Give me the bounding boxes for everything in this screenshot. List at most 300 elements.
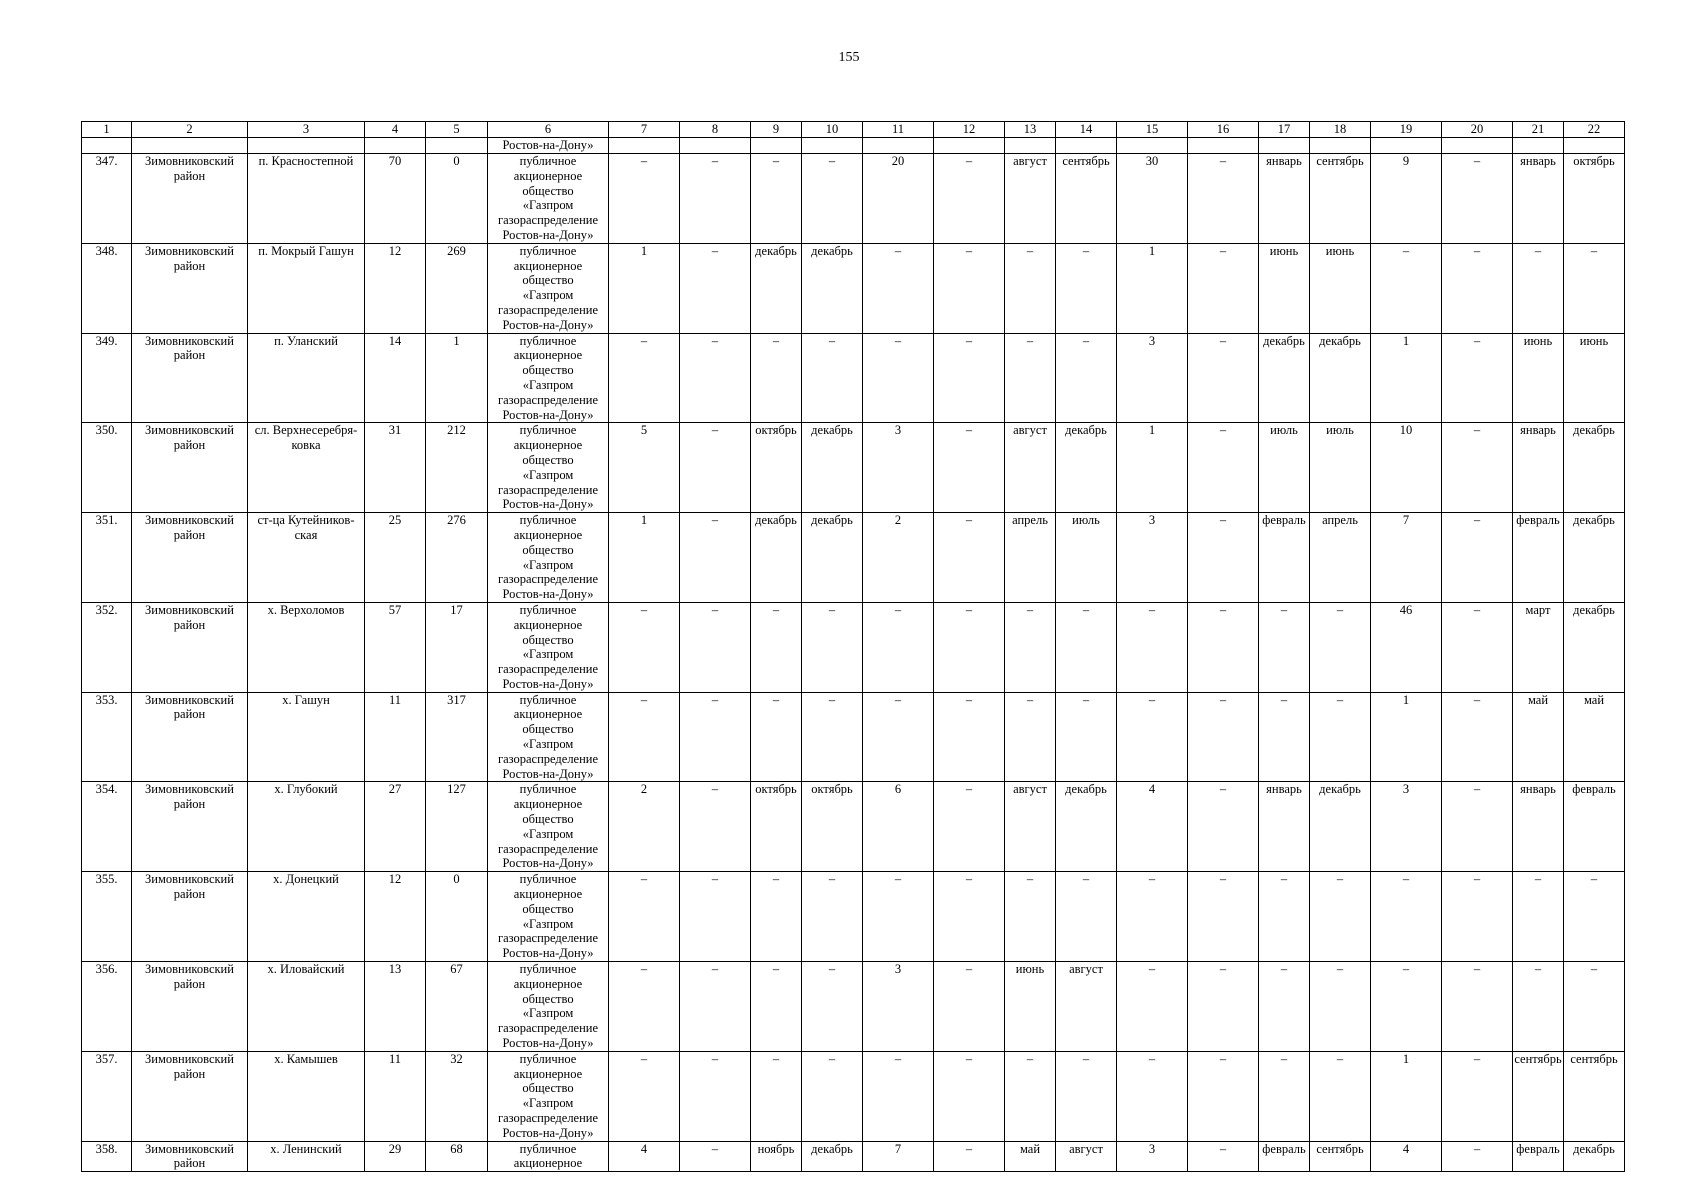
organization-cell bbox=[488, 1141, 609, 1172]
district-cell bbox=[132, 423, 248, 513]
organization-line: акционерное bbox=[513, 438, 583, 453]
cell-col-22: декабрь bbox=[1564, 513, 1625, 603]
organization-line: акционерное bbox=[513, 707, 583, 722]
cell-col-18: – bbox=[1310, 692, 1371, 782]
cell-col-12: – bbox=[934, 962, 1005, 1052]
cell-col-12: – bbox=[934, 513, 1005, 603]
row-number: 352. bbox=[82, 602, 132, 692]
continuation-cell-12 bbox=[934, 138, 1005, 154]
district-cell bbox=[132, 243, 248, 333]
column-number-9: 9 bbox=[751, 122, 802, 138]
organization-cell bbox=[488, 602, 609, 692]
organization-line: акционерное bbox=[513, 1156, 583, 1171]
district-name: Зимовниковский bbox=[145, 243, 234, 258]
cell-col-10: декабрь bbox=[802, 423, 863, 513]
cell-col-17: декабрь bbox=[1259, 333, 1310, 423]
organization-line: акционерное bbox=[513, 527, 583, 542]
row-number: 354. bbox=[82, 782, 132, 872]
column-number-7: 7 bbox=[609, 122, 680, 138]
cell-col-17: – bbox=[1259, 1051, 1310, 1141]
cell-col-19: – bbox=[1371, 243, 1442, 333]
continuation-row bbox=[82, 138, 1625, 154]
cell-col-9: – bbox=[751, 602, 802, 692]
organization-line: газораспределение bbox=[497, 572, 599, 587]
cell-col-15: – bbox=[1117, 692, 1188, 782]
continuation-cell-4 bbox=[365, 138, 426, 154]
cell-col-18: апрель bbox=[1310, 513, 1371, 603]
column-number-10: 10 bbox=[802, 122, 863, 138]
continuation-cell-11 bbox=[863, 138, 934, 154]
cell-col-8: – bbox=[680, 872, 751, 962]
cell-col-16: – bbox=[1188, 1051, 1259, 1141]
district-suffix: район bbox=[173, 527, 206, 542]
cell-col-19: 4 bbox=[1371, 1141, 1442, 1172]
cell-col-5: 317 bbox=[426, 692, 488, 782]
cell-col-19: 7 bbox=[1371, 513, 1442, 603]
column-number-14: 14 bbox=[1056, 122, 1117, 138]
continuation-cell-19 bbox=[1371, 138, 1442, 154]
cell-col-19: 3 bbox=[1371, 782, 1442, 872]
cell-col-16: – bbox=[1188, 602, 1259, 692]
organization-line: публичное bbox=[519, 423, 577, 438]
cell-col-19: – bbox=[1371, 872, 1442, 962]
cell-col-21: февраль bbox=[1513, 1141, 1564, 1172]
cell-col-10: октябрь bbox=[802, 782, 863, 872]
cell-col-4: 29 bbox=[365, 1141, 426, 1172]
cell-col-5: 276 bbox=[426, 513, 488, 603]
cell-col-12: – bbox=[934, 1051, 1005, 1141]
district-suffix: район bbox=[173, 797, 206, 812]
district-name: Зимовниковский bbox=[145, 154, 234, 168]
cell-col-4: 25 bbox=[365, 513, 426, 603]
cell-col-16: – bbox=[1188, 782, 1259, 872]
cell-col-14: – bbox=[1056, 692, 1117, 782]
cell-col-14: – bbox=[1056, 602, 1117, 692]
organization-line: публичное bbox=[519, 962, 577, 977]
cell-col-16: – bbox=[1188, 423, 1259, 513]
cell-col-21: – bbox=[1513, 243, 1564, 333]
cell-col-18: – bbox=[1310, 1051, 1371, 1141]
cell-col-22: февраль bbox=[1564, 782, 1625, 872]
organization-cell bbox=[488, 872, 609, 962]
cell-col-15: 3 bbox=[1117, 513, 1188, 603]
table-row bbox=[82, 692, 1625, 782]
cell-col-20: – bbox=[1442, 1051, 1513, 1141]
cell-col-11: 20 bbox=[863, 154, 934, 244]
organization-line: акционерное bbox=[513, 258, 583, 273]
cell-col-20: – bbox=[1442, 513, 1513, 603]
district-suffix: район bbox=[173, 707, 206, 722]
locality-cell: х. Иловайский bbox=[248, 962, 365, 1052]
organization-cell bbox=[488, 333, 609, 423]
cell-col-18: июнь bbox=[1310, 243, 1371, 333]
page-number: 155 bbox=[838, 50, 860, 65]
continuation-cell-18 bbox=[1310, 138, 1371, 154]
cell-col-5: 269 bbox=[426, 243, 488, 333]
organization-line: газораспределение bbox=[497, 662, 599, 677]
cell-col-7: – bbox=[609, 602, 680, 692]
cell-col-16: – bbox=[1188, 1141, 1259, 1172]
organization-line: общество bbox=[522, 901, 574, 916]
row-number: 357. bbox=[82, 1051, 132, 1141]
district-suffix: район bbox=[173, 1156, 206, 1171]
organization-line: газораспределение bbox=[497, 931, 599, 946]
cell-col-17: июль bbox=[1259, 423, 1310, 513]
organization-line: газораспределение bbox=[497, 751, 599, 766]
cell-col-11: 2 bbox=[863, 513, 934, 603]
cell-col-17: февраль bbox=[1259, 513, 1310, 603]
locality-cell: ст-ца Кутейников-ская bbox=[248, 513, 365, 603]
cell-col-22: декабрь bbox=[1564, 423, 1625, 513]
organization-cell bbox=[488, 154, 609, 244]
cell-col-13: – bbox=[1005, 872, 1056, 962]
district-name: Зимовниковский bbox=[145, 602, 234, 617]
cell-col-21: июнь bbox=[1513, 333, 1564, 423]
cell-col-4: 70 bbox=[365, 154, 426, 244]
cell-col-5: 17 bbox=[426, 602, 488, 692]
cell-col-12: – bbox=[934, 872, 1005, 962]
cell-col-7: 1 bbox=[609, 243, 680, 333]
table-row bbox=[82, 333, 1625, 423]
cell-col-14: – bbox=[1056, 333, 1117, 423]
cell-col-20: – bbox=[1442, 423, 1513, 513]
cell-col-18: декабрь bbox=[1310, 782, 1371, 872]
cell-col-22: – bbox=[1564, 872, 1625, 962]
table-row bbox=[82, 423, 1625, 513]
organization-cell bbox=[488, 782, 609, 872]
cell-col-15: 3 bbox=[1117, 333, 1188, 423]
cell-col-4: 12 bbox=[365, 243, 426, 333]
district-name: Зимовниковский bbox=[145, 1051, 234, 1066]
column-number-22: 22 bbox=[1564, 122, 1625, 138]
organization-line: публичное bbox=[519, 1141, 577, 1156]
cell-col-9: – bbox=[751, 1051, 802, 1141]
cell-col-20: – bbox=[1442, 692, 1513, 782]
continuation-cell-17 bbox=[1259, 138, 1310, 154]
cell-col-5: 32 bbox=[426, 1051, 488, 1141]
cell-col-15: – bbox=[1117, 962, 1188, 1052]
continuation-cell-22 bbox=[1564, 138, 1625, 154]
continuation-cell-15 bbox=[1117, 138, 1188, 154]
organization-line: общество bbox=[522, 542, 574, 557]
cell-col-5: 0 bbox=[426, 872, 488, 962]
cell-col-9: ноябрь bbox=[751, 1141, 802, 1172]
cell-col-7: 4 bbox=[609, 1141, 680, 1172]
cell-col-12: – bbox=[934, 602, 1005, 692]
table-row bbox=[82, 1141, 1625, 1172]
cell-col-7: 1 bbox=[609, 513, 680, 603]
cell-col-11: – bbox=[863, 243, 934, 333]
cell-col-10: – bbox=[802, 692, 863, 782]
organization-cell bbox=[488, 423, 609, 513]
column-number-15: 15 bbox=[1117, 122, 1188, 138]
column-number-11: 11 bbox=[863, 122, 934, 138]
district-cell bbox=[132, 513, 248, 603]
cell-col-11: – bbox=[863, 692, 934, 782]
cell-col-12: – bbox=[934, 333, 1005, 423]
district-cell bbox=[132, 872, 248, 962]
locality-cell: п. Красностепной bbox=[248, 154, 365, 244]
organization-line: публичное bbox=[519, 513, 577, 528]
column-number-2: 2 bbox=[132, 122, 248, 138]
cell-col-10: декабрь bbox=[802, 1141, 863, 1172]
cell-col-19: 1 bbox=[1371, 692, 1442, 782]
column-number-21: 21 bbox=[1513, 122, 1564, 138]
cell-col-8: – bbox=[680, 692, 751, 782]
cell-col-15: – bbox=[1117, 602, 1188, 692]
organization-line: публичное bbox=[519, 692, 577, 707]
organization-line: «Газпром bbox=[522, 647, 574, 662]
district-name: Зимовниковский bbox=[145, 423, 234, 438]
district-suffix: район bbox=[173, 976, 206, 991]
organization-line: Ростов-на-Дону» bbox=[502, 587, 594, 602]
cell-col-16: – bbox=[1188, 962, 1259, 1052]
row-number: 348. bbox=[82, 243, 132, 333]
continuation-cell-14 bbox=[1056, 138, 1117, 154]
district-suffix: район bbox=[173, 438, 206, 453]
row-number: 350. bbox=[82, 423, 132, 513]
cell-col-5: 0 bbox=[426, 154, 488, 244]
cell-col-14: декабрь bbox=[1056, 423, 1117, 513]
cell-col-4: 11 bbox=[365, 692, 426, 782]
district-cell bbox=[132, 692, 248, 782]
district-cell bbox=[132, 602, 248, 692]
cell-col-13: июнь bbox=[1005, 962, 1056, 1052]
continuation-cell-16 bbox=[1188, 138, 1259, 154]
locality-cell: п. Уланский bbox=[248, 333, 365, 423]
cell-col-7: – bbox=[609, 962, 680, 1052]
organization-line: общество bbox=[522, 812, 574, 827]
cell-col-11: 6 bbox=[863, 782, 934, 872]
continuation-cell-10 bbox=[802, 138, 863, 154]
cell-col-22: май bbox=[1564, 692, 1625, 782]
district-name: Зимовниковский bbox=[145, 962, 234, 977]
cell-col-4: 13 bbox=[365, 962, 426, 1052]
cell-col-22: декабрь bbox=[1564, 602, 1625, 692]
cell-col-20: – bbox=[1442, 1141, 1513, 1172]
organization-line: Ростов-на-Дону» bbox=[502, 227, 594, 242]
cell-col-22: сентябрь bbox=[1564, 1051, 1625, 1141]
organization-line: публичное bbox=[519, 782, 577, 797]
locality-cell: сл. Верхнесеребря-ковка bbox=[248, 423, 365, 513]
organization-line: общество bbox=[522, 273, 574, 288]
cell-col-8: – bbox=[680, 962, 751, 1052]
cell-col-10: – bbox=[802, 333, 863, 423]
cell-col-8: – bbox=[680, 243, 751, 333]
cell-col-14: – bbox=[1056, 1051, 1117, 1141]
cell-col-5: 212 bbox=[426, 423, 488, 513]
row-number: 351. bbox=[82, 513, 132, 603]
row-number: 355. bbox=[82, 872, 132, 962]
row-number: 349. bbox=[82, 333, 132, 423]
cell-col-9: октябрь bbox=[751, 423, 802, 513]
organization-line: газораспределение bbox=[497, 392, 599, 407]
column-number-19: 19 bbox=[1371, 122, 1442, 138]
organization-line: Ростов-на-Дону» bbox=[502, 407, 594, 422]
cell-col-9: – bbox=[751, 692, 802, 782]
organization-line: газораспределение bbox=[497, 841, 599, 856]
cell-col-8: – bbox=[680, 154, 751, 244]
organization-line: общество bbox=[522, 183, 574, 198]
cell-col-4: 57 bbox=[365, 602, 426, 692]
organization-line: газораспределение bbox=[497, 213, 599, 228]
cell-col-22: октябрь bbox=[1564, 154, 1625, 244]
cell-col-5: 1 bbox=[426, 333, 488, 423]
cell-col-18: декабрь bbox=[1310, 333, 1371, 423]
cell-col-15: 4 bbox=[1117, 782, 1188, 872]
continuation-cell-1 bbox=[82, 138, 132, 154]
organization-line: Ростов-на-Дону» bbox=[502, 676, 594, 691]
cell-col-7: – bbox=[609, 333, 680, 423]
cell-col-15: 30 bbox=[1117, 154, 1188, 244]
row-number: 356. bbox=[82, 962, 132, 1052]
table-row bbox=[82, 872, 1625, 962]
cell-col-4: 31 bbox=[365, 423, 426, 513]
cell-col-18: сентябрь bbox=[1310, 154, 1371, 244]
cell-col-21: февраль bbox=[1513, 513, 1564, 603]
cell-col-21: – bbox=[1513, 872, 1564, 962]
cell-col-4: 12 bbox=[365, 872, 426, 962]
cell-col-7: – bbox=[609, 1051, 680, 1141]
column-number-12: 12 bbox=[934, 122, 1005, 138]
cell-col-21: март bbox=[1513, 602, 1564, 692]
cell-col-10: декабрь bbox=[802, 243, 863, 333]
cell-col-7: – bbox=[609, 154, 680, 244]
cell-col-15: – bbox=[1117, 872, 1188, 962]
continuation-cell-13 bbox=[1005, 138, 1056, 154]
table-row bbox=[82, 1051, 1625, 1141]
organization-line: «Газпром bbox=[522, 198, 574, 213]
organization-line: акционерное bbox=[513, 617, 583, 632]
cell-col-22: – bbox=[1564, 962, 1625, 1052]
column-number-5: 5 bbox=[426, 122, 488, 138]
table-row bbox=[82, 962, 1625, 1052]
cell-col-11: 3 bbox=[863, 423, 934, 513]
organization-line: публичное bbox=[519, 154, 577, 168]
cell-col-5: 127 bbox=[426, 782, 488, 872]
locality-cell: х. Верхоломов bbox=[248, 602, 365, 692]
organization-line: «Газпром bbox=[522, 826, 574, 841]
cell-col-22: – bbox=[1564, 243, 1625, 333]
district-name: Зимовниковский bbox=[145, 333, 234, 348]
cell-col-8: – bbox=[680, 1051, 751, 1141]
cell-col-7: – bbox=[609, 872, 680, 962]
cell-col-11: 7 bbox=[863, 1141, 934, 1172]
cell-col-13: – bbox=[1005, 333, 1056, 423]
cell-col-22: декабрь bbox=[1564, 1141, 1625, 1172]
cell-col-15: 3 bbox=[1117, 1141, 1188, 1172]
row-number: 347. bbox=[82, 154, 132, 244]
cell-col-22: июнь bbox=[1564, 333, 1625, 423]
district-suffix: район bbox=[173, 348, 206, 363]
organization-cell bbox=[488, 513, 609, 603]
cell-col-13: – bbox=[1005, 1051, 1056, 1141]
cell-col-13: апрель bbox=[1005, 513, 1056, 603]
cell-col-13: – bbox=[1005, 602, 1056, 692]
cell-col-21: январь bbox=[1513, 423, 1564, 513]
cell-col-21: сентябрь bbox=[1513, 1051, 1564, 1141]
cell-col-19: 1 bbox=[1371, 333, 1442, 423]
cell-col-17: – bbox=[1259, 602, 1310, 692]
column-number-1: 1 bbox=[82, 122, 132, 138]
organization-line: «Газпром bbox=[522, 288, 574, 303]
cell-col-4: 14 bbox=[365, 333, 426, 423]
organization-line: Ростов-на-Дону» bbox=[502, 856, 594, 871]
cell-col-9: – bbox=[751, 154, 802, 244]
district-name: Зимовниковский bbox=[145, 513, 234, 528]
cell-col-12: – bbox=[934, 154, 1005, 244]
column-number-4: 4 bbox=[365, 122, 426, 138]
cell-col-11: – bbox=[863, 1051, 934, 1141]
cell-col-13: август bbox=[1005, 782, 1056, 872]
cell-col-17: январь bbox=[1259, 782, 1310, 872]
cell-col-10: – bbox=[802, 602, 863, 692]
column-number-16: 16 bbox=[1188, 122, 1259, 138]
organization-line: публичное bbox=[519, 602, 577, 617]
district-suffix: район bbox=[173, 617, 206, 632]
organization-line: газораспределение bbox=[497, 1021, 599, 1036]
cell-col-21: январь bbox=[1513, 154, 1564, 244]
organization-cell bbox=[488, 692, 609, 782]
cell-col-12: – bbox=[934, 1141, 1005, 1172]
organization-line: Ростов-на-Дону» bbox=[502, 946, 594, 961]
cell-col-11: – bbox=[863, 602, 934, 692]
organization-line: Ростов-на-Дону» bbox=[502, 1125, 594, 1140]
cell-col-11: 3 bbox=[863, 962, 934, 1052]
organization-line: общество bbox=[522, 632, 574, 647]
cell-col-18: – bbox=[1310, 602, 1371, 692]
organization-line: акционерное bbox=[513, 887, 583, 902]
continuation-cell-20 bbox=[1442, 138, 1513, 154]
organization-line: газораспределение bbox=[497, 302, 599, 317]
cell-col-13: август bbox=[1005, 154, 1056, 244]
cell-col-14: декабрь bbox=[1056, 782, 1117, 872]
cell-col-9: – bbox=[751, 962, 802, 1052]
table-row bbox=[82, 243, 1625, 333]
continuation-cell-9 bbox=[751, 138, 802, 154]
row-number: 358. bbox=[82, 1141, 132, 1172]
cell-col-5: 67 bbox=[426, 962, 488, 1052]
cell-col-18: – bbox=[1310, 962, 1371, 1052]
organization-line: акционерное bbox=[513, 348, 583, 363]
locality-cell: п. Мокрый Гашун bbox=[248, 243, 365, 333]
continuation-cell-6: Ростов-на-Дону» bbox=[488, 138, 609, 154]
organization-line: общество bbox=[522, 991, 574, 1006]
district-suffix: район bbox=[173, 887, 206, 902]
district-cell bbox=[132, 782, 248, 872]
organization-line: газораспределение bbox=[497, 1111, 599, 1125]
cell-col-17: – bbox=[1259, 962, 1310, 1052]
organization-line: публичное bbox=[519, 333, 577, 348]
cell-col-13: – bbox=[1005, 243, 1056, 333]
locality-cell: х. Камышев bbox=[248, 1051, 365, 1141]
continuation-cell-5 bbox=[426, 138, 488, 154]
cell-col-8: – bbox=[680, 1141, 751, 1172]
organization-line: Ростов-на-Дону» bbox=[502, 766, 594, 781]
organization-line: акционерное bbox=[513, 168, 583, 183]
cell-col-19: – bbox=[1371, 962, 1442, 1052]
cell-col-20: – bbox=[1442, 243, 1513, 333]
cell-col-7: – bbox=[609, 692, 680, 782]
cell-col-19: 10 bbox=[1371, 423, 1442, 513]
cell-col-20: – bbox=[1442, 782, 1513, 872]
cell-col-17: июнь bbox=[1259, 243, 1310, 333]
organization-line: публичное bbox=[519, 872, 577, 887]
district-cell bbox=[132, 962, 248, 1052]
cell-col-8: – bbox=[680, 513, 751, 603]
district-name: Зимовниковский bbox=[145, 1141, 234, 1156]
cell-col-21: май bbox=[1513, 692, 1564, 782]
